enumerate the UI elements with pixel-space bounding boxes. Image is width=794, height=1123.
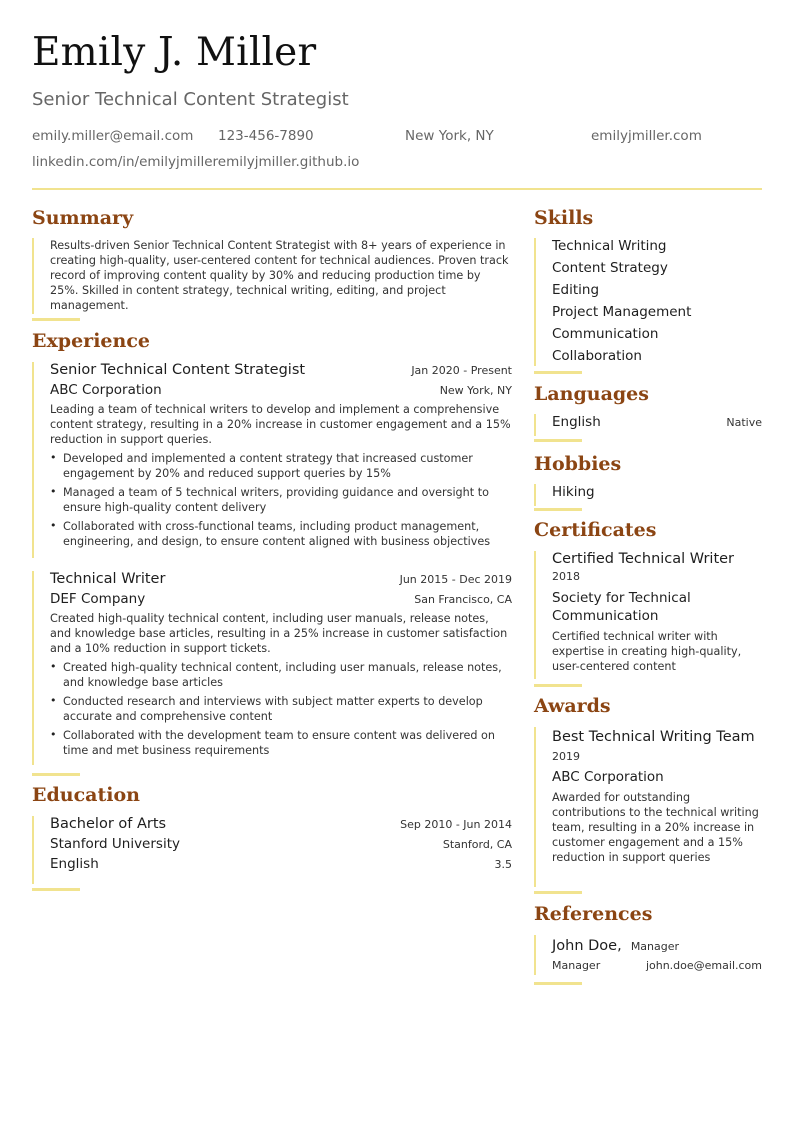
job-bullet — [50, 451, 512, 481]
education-subheader — [50, 836, 512, 852]
skill-item: Collaboration — [552, 348, 642, 364]
job-bullet — [50, 660, 512, 690]
education-gpa: 3.5 — [494, 858, 512, 871]
reference-position: Manager — [552, 959, 601, 972]
education-underline — [32, 888, 80, 891]
contact-location: New York, NY — [405, 128, 494, 144]
summary-heading: Summary — [32, 207, 134, 229]
certificate-issuer: Society for Technical Communication — [552, 590, 691, 624]
bullet-dot: • — [50, 519, 57, 532]
bullet-text: Collaborated with the development team to ensure content was delivered on time and met business requirements — [63, 729, 495, 757]
education-degree: Bachelor of Arts — [50, 816, 167, 832]
education-school: Stanford University — [50, 836, 180, 852]
education-header — [50, 816, 512, 832]
skills-heading: Skills — [534, 207, 594, 229]
candidate-title: Senior Technical Content Strategist — [32, 89, 349, 110]
language-name: English — [552, 414, 601, 430]
certificates-underline — [534, 684, 582, 687]
job-bullet — [50, 519, 512, 549]
job-bullet — [50, 728, 512, 758]
job-dates: Jan 2020 - Present — [411, 364, 512, 377]
reference-entry — [534, 935, 762, 975]
summary-block — [32, 238, 512, 314]
bullet-text: Created high-quality technical content, including user manuals, release notes, and knowledge base articles — [63, 661, 502, 689]
bullet-dot: • — [50, 660, 57, 673]
bullet-dot: • — [50, 451, 57, 464]
education-entry — [32, 816, 512, 884]
header-divider — [32, 188, 762, 190]
job-bullet — [50, 485, 512, 515]
summary-underline — [32, 318, 80, 321]
skills-underline — [534, 371, 582, 374]
reference-email[interactable]: john.doe@email.com — [645, 959, 762, 972]
job-location: New York, NY — [439, 384, 512, 397]
reference-details — [552, 959, 762, 972]
languages-underline — [534, 439, 582, 442]
contact-website[interactable]: emilyjmiller.com — [591, 128, 702, 144]
skill-item: Content Strategy — [552, 260, 668, 276]
awards-underline — [534, 891, 582, 894]
certificate-year: 2018 — [552, 570, 580, 583]
job-description: Created high-quality technical content, including user manuals, release notes, and knowledge base articles, resulting in a 25% increase in customer satisfaction and a 10% reduction in support tickets. — [50, 612, 508, 655]
job-company: ABC Corporation — [50, 382, 162, 398]
job-description: Leading a team of technical writers to develop and implement a comprehensive content strategy, resulting in a 20% increase in customer engagement and a 15% reduction in support queries. — [50, 403, 511, 446]
experience-heading: Experience — [32, 330, 150, 352]
reference-name: John Doe, — [552, 938, 622, 954]
skill-item: Communication — [552, 326, 659, 342]
award-entry — [534, 727, 762, 887]
job-title: Senior Technical Content Strategist — [50, 362, 306, 378]
experience-underline — [32, 773, 80, 776]
award-year: 2019 — [552, 750, 580, 763]
certificates-heading: Certificates — [534, 519, 657, 541]
certificate-entry — [534, 551, 762, 679]
bullet-dot: • — [50, 694, 57, 707]
award-issuer: ABC Corporation — [552, 769, 664, 785]
contact-email[interactable]: emily.miller@email.com — [32, 128, 194, 144]
job-bullets — [50, 451, 512, 549]
job-dates: Jun 2015 - Dec 2019 — [399, 573, 512, 586]
education-dates: Sep 2010 - Jun 2014 — [400, 818, 512, 831]
languages-heading: Languages — [534, 383, 649, 405]
summary-text: Results-driven Senior Technical Content Strategist with 8+ years of experience in creating high-quality, user-centered content for technical audiences. Proven track record of improving content quality by 30% and reducing production time by 25%. Skilled in content strategy, technical writing, editing, and project management. — [50, 239, 509, 312]
hobbies-heading: Hobbies — [534, 453, 622, 475]
education-location: Stanford, CA — [442, 838, 512, 851]
job-location: San Francisco, CA — [414, 593, 512, 606]
education-details — [50, 856, 512, 872]
references-underline — [534, 982, 582, 985]
reference-role: Manager — [630, 940, 680, 953]
job-entry — [32, 362, 512, 558]
bullet-text: Collaborated with cross-functional teams, including product management, engineering, and design, to ensure content aligned with business objectives — [63, 520, 491, 548]
skill-item: Project Management — [552, 304, 692, 320]
hobbies-underline — [534, 508, 582, 511]
education-heading: Education — [32, 784, 140, 806]
bullet-text: Conducted research and interviews with subject matter experts to develop accurate and comprehensive content — [63, 695, 483, 723]
contact-linkedin[interactable]: linkedin.com/in/emilyjmilleremilyjmiller.github.io — [32, 154, 360, 170]
bullet-text: Developed and implemented a content strategy that increased customer engagement by 20% and reduced support queries by 15% — [63, 452, 473, 480]
bullet-dot: • — [50, 728, 57, 741]
language-level: Native — [726, 416, 762, 429]
job-company: DEF Company — [50, 591, 146, 607]
certificate-name: Certified Technical Writer — [552, 551, 735, 567]
bullet-dot: • — [50, 485, 57, 498]
language-entry — [534, 414, 762, 436]
bullet-text: Managed a team of 5 technical writers, providing guidance and oversight to ensure high-quality content delivery — [63, 486, 489, 514]
job-title: Technical Writer — [50, 571, 166, 587]
awards-heading: Awards — [534, 695, 611, 717]
hobby-item: Hiking — [552, 484, 595, 500]
job-entry — [32, 571, 512, 765]
job-header — [50, 362, 512, 378]
education-field: English — [50, 856, 99, 872]
award-name: Best Technical Writing Team — [552, 729, 755, 745]
certificate-description: Certified technical writer with expertise in creating high-quality, user-centered content — [552, 630, 742, 673]
job-subheader — [50, 591, 512, 607]
hobbies-list — [534, 484, 762, 506]
skill-item: Technical Writing — [552, 238, 667, 254]
skills-list — [534, 238, 762, 366]
skill-item: Editing — [552, 282, 600, 298]
reference-header — [552, 935, 762, 954]
job-bullets — [50, 660, 512, 758]
references-heading: References — [534, 903, 653, 925]
language-row — [552, 414, 762, 430]
job-header — [50, 571, 512, 587]
job-bullet — [50, 694, 512, 724]
job-subheader — [50, 382, 512, 398]
candidate-name: Emily J. Miller — [32, 30, 317, 75]
contact-phone[interactable]: 123-456-7890 — [218, 128, 314, 144]
award-description: Awarded for outstanding contributions to the technical writing team, resulting in a 20% increase in customer engagement and a 15% reduction in support queries — [552, 791, 759, 864]
